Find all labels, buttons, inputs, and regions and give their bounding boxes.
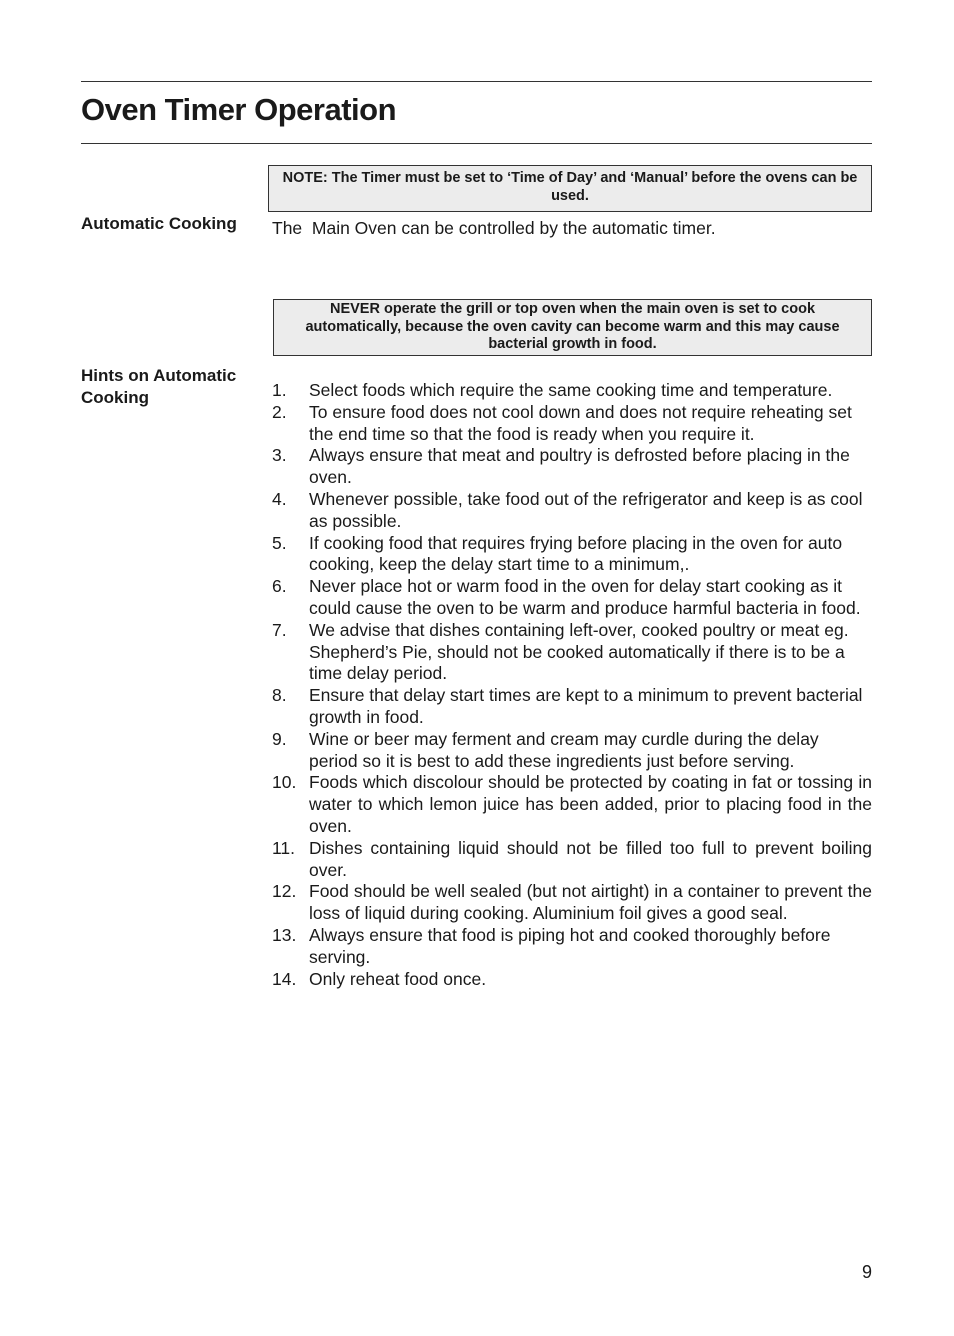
list-item-number: 13. (272, 924, 297, 945)
list-item-number: 3. (272, 445, 287, 466)
list-item-text: Ensure that delay start times are kept to a minimum to prevent bacterial growth in food. (309, 685, 863, 727)
list-item-number: 1. (272, 380, 287, 400)
list-item (272, 445, 872, 489)
list-item-number: 9. (272, 728, 287, 749)
list-item-text: To ensure food does not cool down and does not require reheating set the end time so that the food is ready when you require it. (309, 401, 852, 444)
list-item-number: 4. (272, 488, 287, 509)
list-item (272, 402, 872, 446)
warning-text: NEVER operate the grill or top oven when the main oven is set to cook automatically, because the oven cavity can become warm and this may cause bacterial growth in food. (305, 301, 840, 352)
list-item (272, 620, 872, 685)
list-item-number: 10. (272, 772, 297, 793)
list-item-text: Food should be well sealed (but not airtight) in a container to prevent the loss of liquid during cooking. Aluminium foil gives a good seal. (309, 881, 872, 924)
list-item-text: Select foods which require the same cooking time and temperature. (309, 380, 833, 400)
list-item-number: 6. (272, 576, 287, 597)
list-item-number: 5. (272, 532, 287, 553)
list-item-number: 12. (272, 881, 297, 902)
title-underline-rule (81, 143, 872, 144)
list-item (272, 489, 872, 533)
warning-box (273, 299, 872, 356)
list-item (272, 881, 872, 925)
automatic-cooking-heading: Automatic Cooking (81, 214, 237, 233)
list-item (272, 380, 872, 402)
list-item (272, 925, 872, 969)
list-item (272, 969, 872, 991)
top-rule (81, 81, 872, 82)
hints-list (272, 380, 872, 990)
page-title: Oven Timer Operation (81, 92, 397, 127)
automatic-cooking-text: The Main Oven can be controlled by the automatic timer. (272, 218, 716, 238)
list-item-text: Wine or beer may ferment and cream may curdle during the delay period so it is best to add these ingredients just before serving. (309, 728, 819, 771)
list-item-number: 2. (272, 401, 287, 422)
page-number: 9 (861, 1262, 872, 1282)
note-text: NOTE: The Timer must be set to ‘Time of Day’ and ‘Manual’ before the ovens can be used. (282, 170, 858, 204)
list-item-text: Always ensure that meat and poultry is defrosted before placing in the oven. (309, 445, 850, 488)
list-item-text: Only reheat food once. (309, 968, 487, 989)
list-item (272, 685, 872, 729)
list-item-number: 7. (272, 619, 287, 640)
list-item-text: If cooking food that requires frying before placing in the oven for auto cooking, keep the delay start time to a minimum,. (309, 532, 843, 575)
list-item (272, 838, 872, 882)
list-item-text: Dishes containing liquid should not be filled too full to prevent boiling over. (309, 837, 872, 880)
list-item (272, 576, 872, 620)
list-item-text: Never place hot or warm food in the oven for delay start cooking as it could cause the oven to be warm and produce harmful bacteria in food. (309, 576, 861, 618)
list-item-number: 11. (272, 837, 296, 858)
note-box (268, 165, 872, 212)
list-item-text: Whenever possible, take food out of the refrigerator and keep is as cool as possible. (309, 488, 863, 531)
list-item (272, 772, 872, 837)
list-item (272, 729, 872, 773)
hints-heading: Hints on Automatic Cooking (81, 366, 237, 407)
list-item-text: Always ensure that food is piping hot and cooked thoroughly before serving. (309, 924, 831, 967)
list-item (272, 533, 872, 577)
list-item-text: We advise that dishes containing left-over, cooked poultry or meat eg. Shepherd’s Pie, should not be cooked automatically if there is to be a time delay period. (309, 619, 849, 684)
list-item-number: 14. (272, 968, 297, 989)
list-item-text: Foods which discolour should be protected by coating in fat or tossing in water to which lemon juice has been added, prior to placing food in the oven. (309, 772, 872, 836)
list-item-number: 8. (272, 685, 287, 706)
